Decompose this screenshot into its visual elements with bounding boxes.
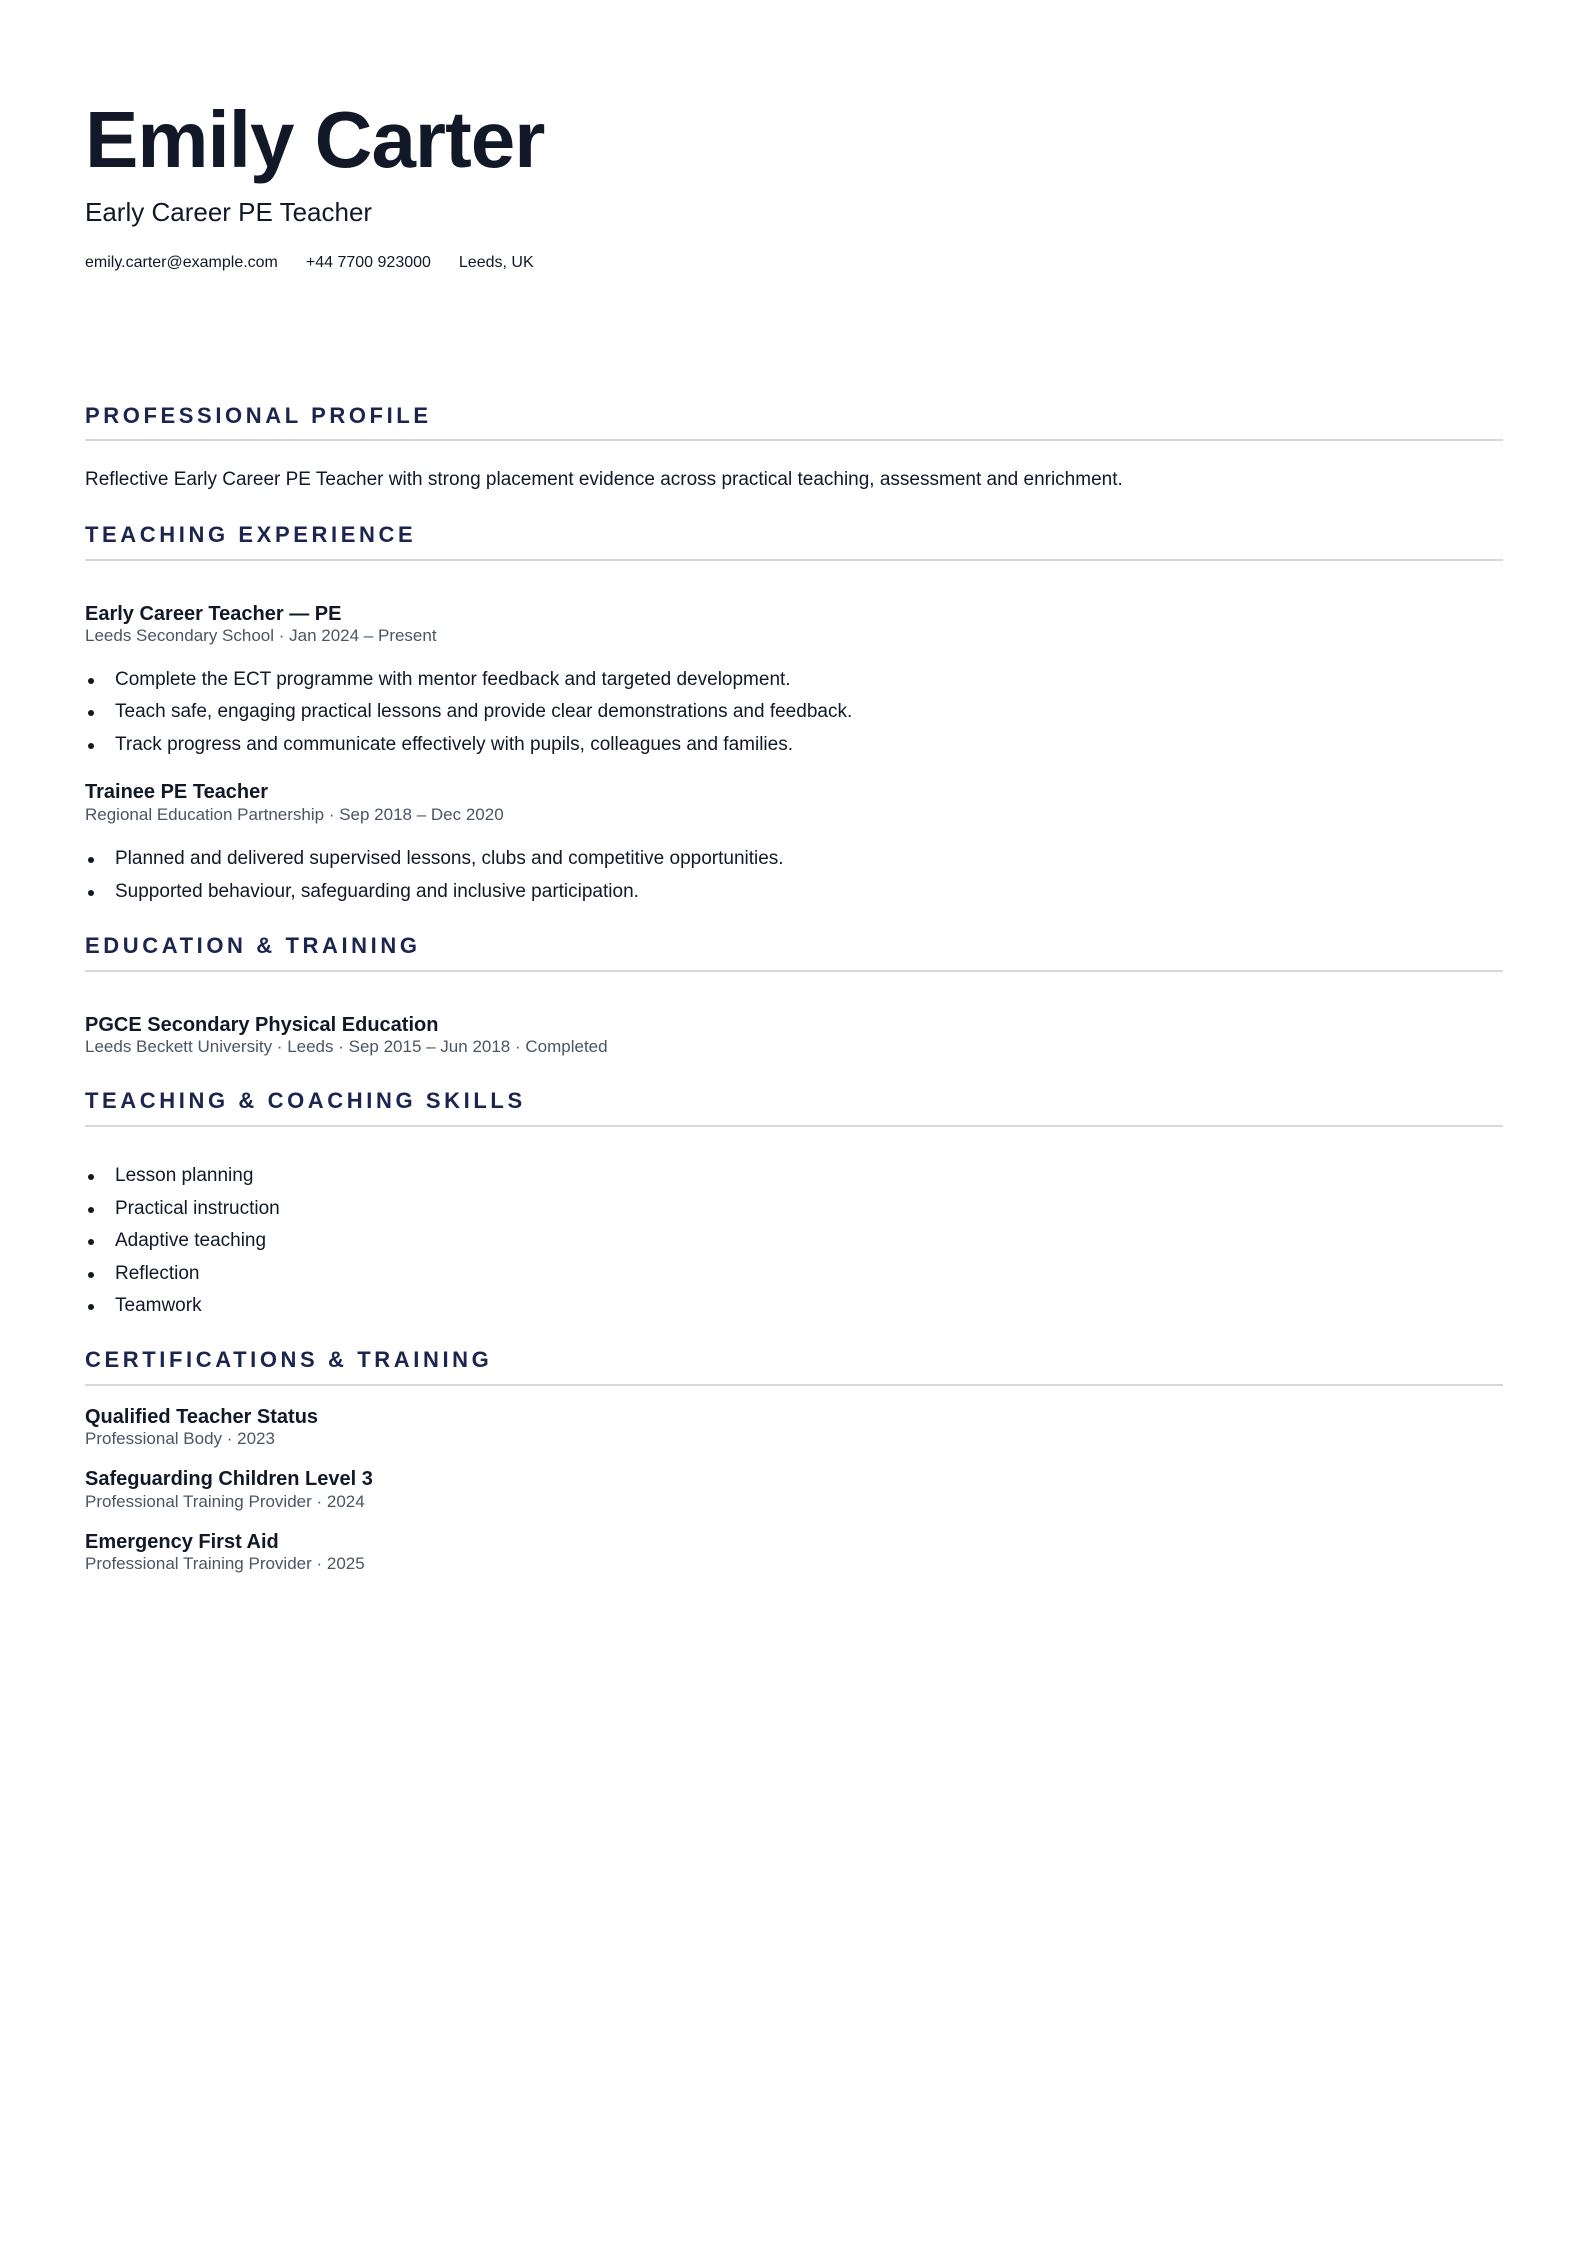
contact-email[interactable]: emily.carter@example.com <box>85 254 278 271</box>
contact-location: Leeds, UK <box>458 254 534 271</box>
section-title-skills: TEACHING & COACHING SKILLS <box>85 1088 526 1113</box>
job-bullet: Complete the ECT programme with mentor feedback and targeted development. <box>85 667 791 693</box>
section-title-experience: TEACHING EXPERIENCE <box>85 522 417 547</box>
job-meta: Regional Education Partnership · Sep 2018 – Dec 2020 <box>85 805 504 824</box>
section-divider <box>85 439 1503 441</box>
skill-item: Teamwork <box>85 1293 202 1319</box>
section-divider <box>85 1125 1503 1127</box>
job-bullet: Supported behaviour, safeguarding and inclusive participation. <box>85 879 639 905</box>
profile-text: Reflective Early Career PE Teacher with strong placement evidence across practical teaching, assessment and enrichment. <box>85 469 1123 490</box>
section-divider <box>85 970 1503 972</box>
section-title-profile: PROFESSIONAL PROFILE <box>85 403 432 428</box>
certification-meta: Professional Training Provider · 2025 <box>85 1554 365 1573</box>
candidate-name: Emily Carter <box>85 95 545 184</box>
job-meta: Leeds Secondary School · Jan 2024 – Present <box>85 626 437 645</box>
job-bullet: Teach safe, engaging practical lessons and provide clear demonstrations and feedback. <box>85 699 852 725</box>
section-title-education: EDUCATION & TRAINING <box>85 933 421 958</box>
section-divider <box>85 559 1503 561</box>
job-title: Early Career Teacher — PE <box>85 603 342 625</box>
certification-title: Safeguarding Children Level 3 <box>85 1468 373 1490</box>
section-divider <box>85 1384 1503 1386</box>
skill-item: Practical instruction <box>85 1196 280 1222</box>
job-title: Trainee PE Teacher <box>85 781 269 803</box>
job-bullet: Track progress and communicate effectively with pupils, colleagues and families. <box>85 732 793 758</box>
contact-phone[interactable]: +44 7700 923000 <box>305 254 431 271</box>
certification-title: Emergency First Aid <box>85 1531 279 1553</box>
section-title-certifications: CERTIFICATIONS & TRAINING <box>85 1347 493 1372</box>
education-meta: Leeds Beckett University · Leeds · Sep 2015 – Jun 2018 · Completed <box>85 1037 608 1056</box>
certification-meta: Professional Body · 2023 <box>85 1429 275 1448</box>
education-title: PGCE Secondary Physical Education <box>85 1014 439 1036</box>
skill-item: Reflection <box>85 1261 200 1287</box>
certification-meta: Professional Training Provider · 2024 <box>85 1492 365 1511</box>
job-bullet: Planned and delivered supervised lessons, clubs and competitive opportunities. <box>85 846 784 872</box>
contact-line <box>85 252 534 274</box>
candidate-role: Early Career PE Teacher <box>85 197 373 227</box>
skill-item: Lesson planning <box>85 1163 253 1189</box>
certification-title: Qualified Teacher Status <box>85 1406 319 1428</box>
skill-item: Adaptive teaching <box>85 1228 266 1254</box>
